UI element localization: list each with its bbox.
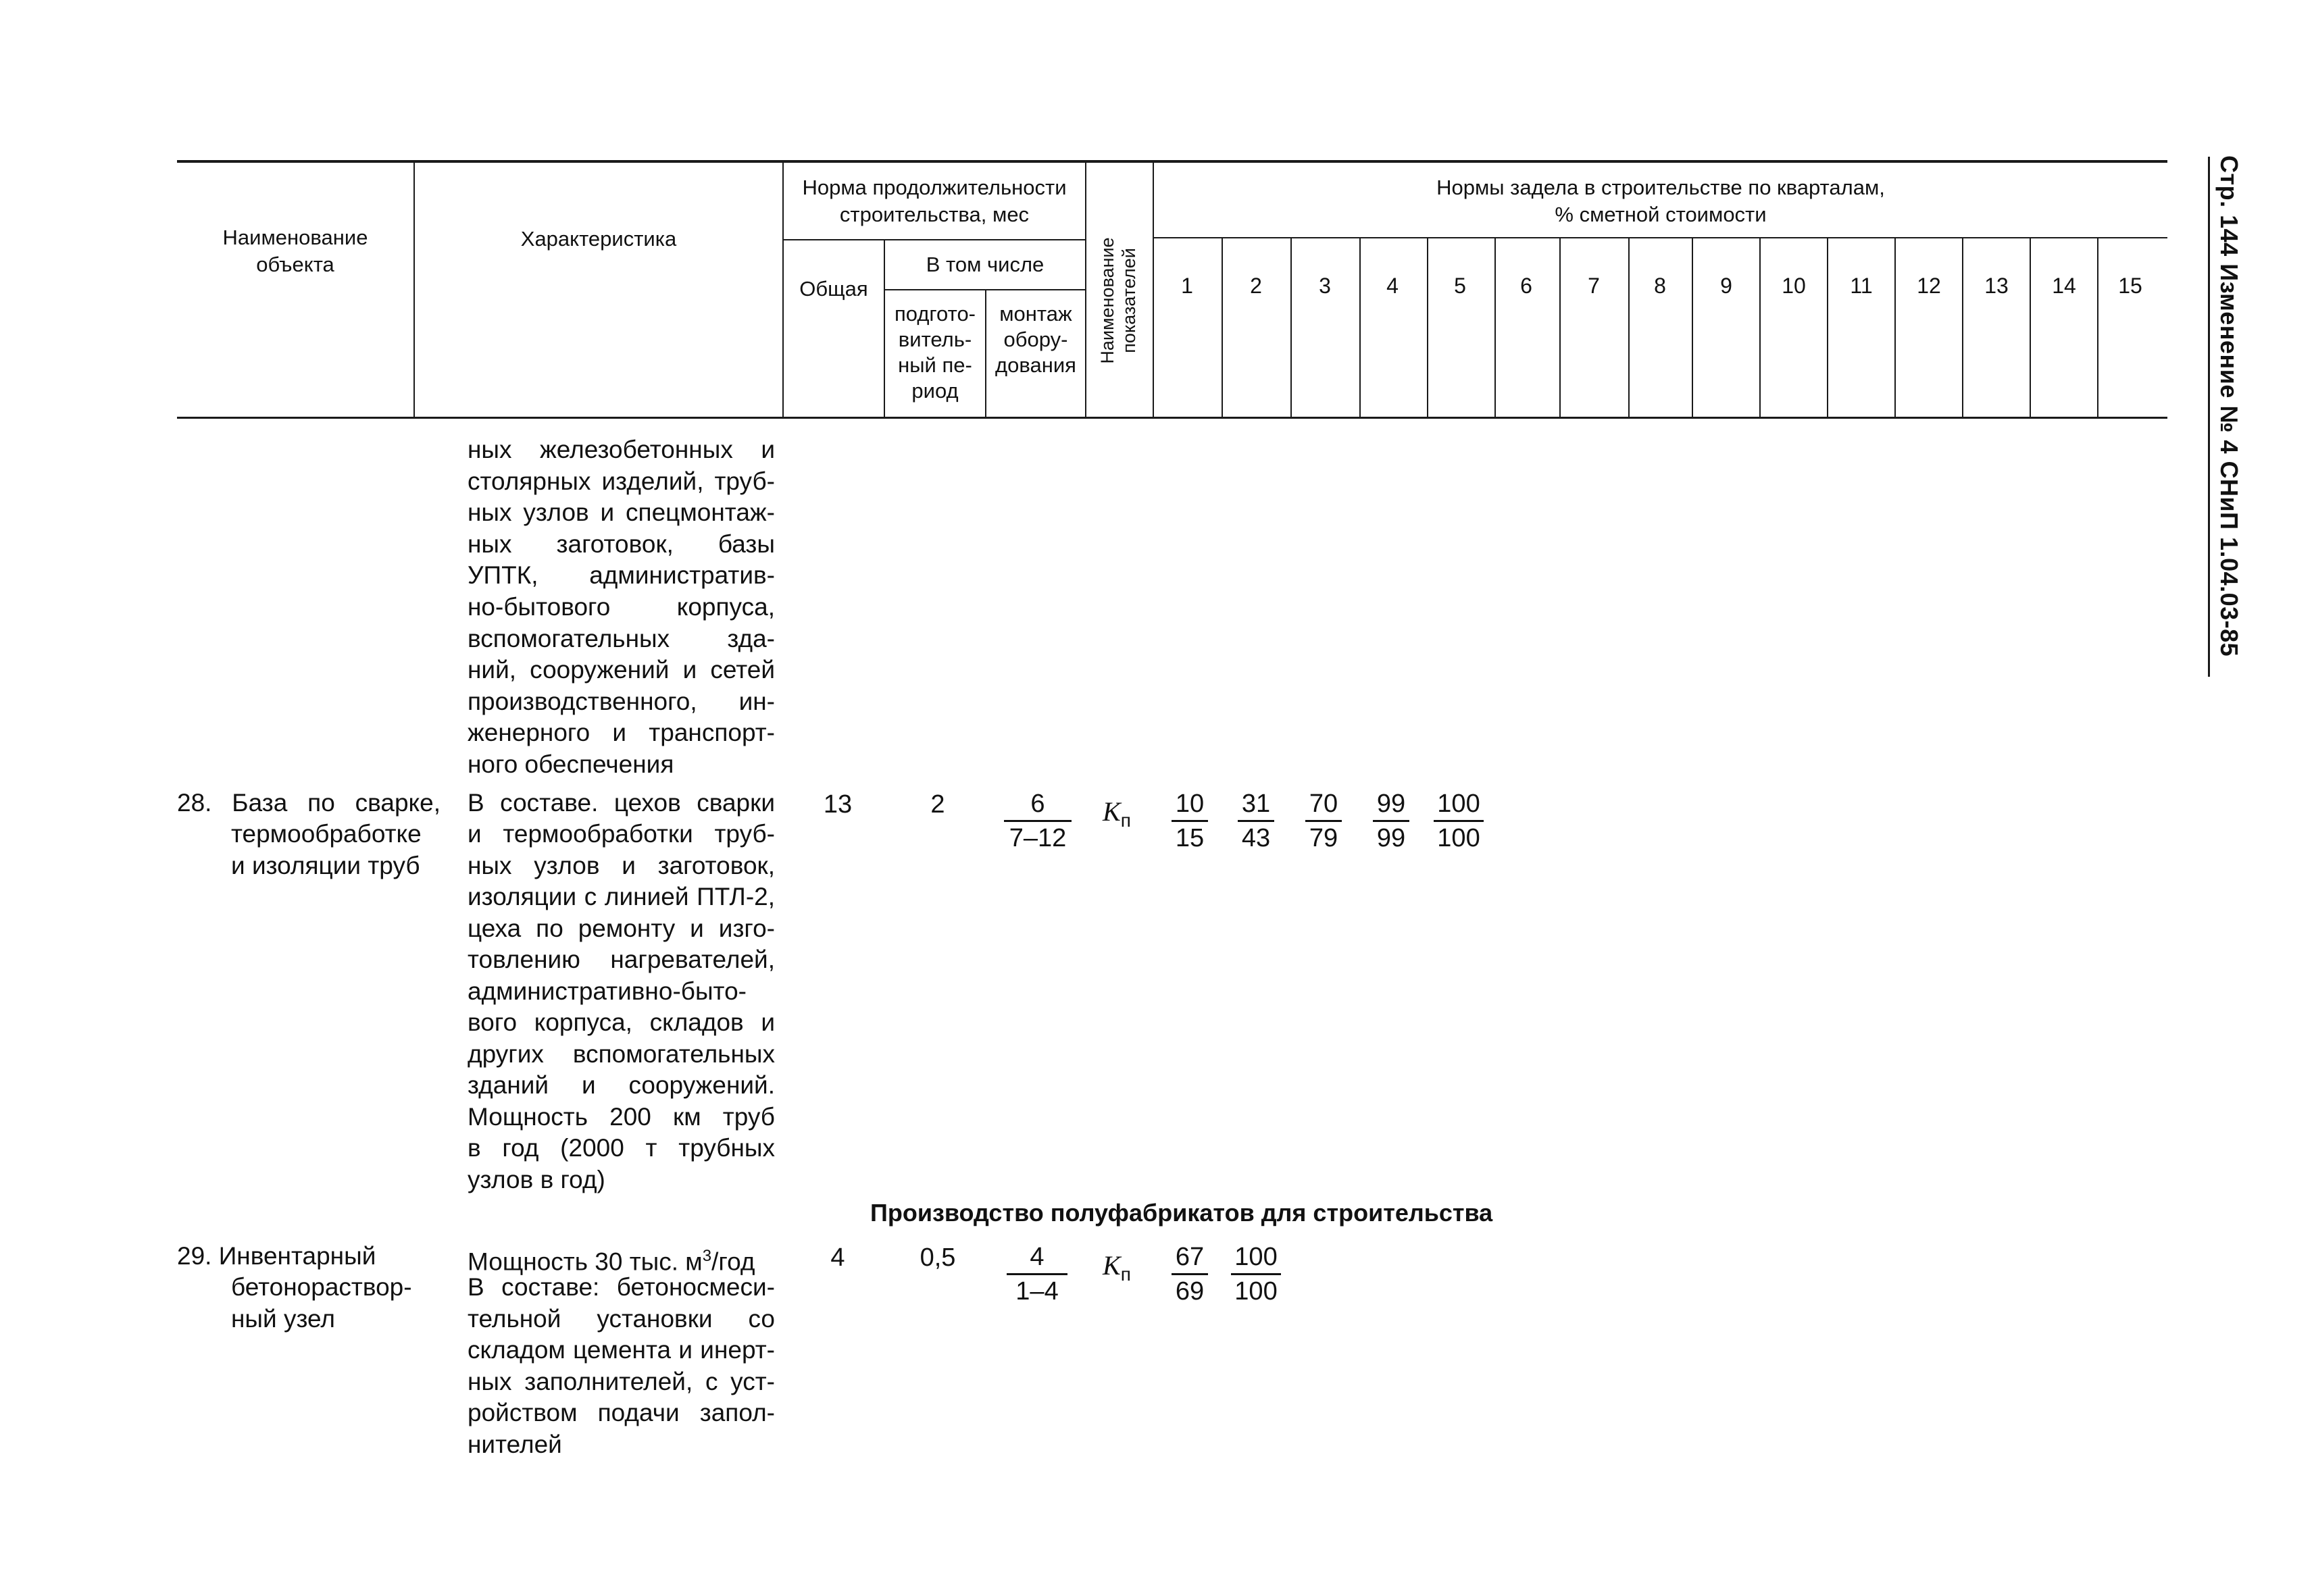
vrule-q4 xyxy=(1427,238,1428,418)
row28-char-line: других вспомогательных xyxy=(468,1040,775,1068)
header-prep-l3: ный пе- xyxy=(898,353,972,377)
row28-q4-num: 99 xyxy=(1373,789,1409,822)
row29-capacity-text: Мощность 30 тыс. м xyxy=(468,1247,703,1276)
row28-indicator-sub: п xyxy=(1120,810,1131,831)
quarter-10: 10 xyxy=(1782,274,1806,298)
row29-char-line: тельной установки со xyxy=(468,1305,775,1333)
vrule-q5 xyxy=(1494,238,1496,418)
quarter-11: 11 xyxy=(1850,274,1873,298)
row28-mont-num: 6 xyxy=(1004,789,1072,822)
row28-prep-period: 2 xyxy=(930,790,945,819)
row29-name-line: бетонораствор- xyxy=(231,1273,412,1301)
quarter-14: 14 xyxy=(2052,274,2076,298)
row28-indicator-k: K xyxy=(1103,796,1121,827)
row29-total-duration: 4 xyxy=(830,1243,845,1272)
row29-capacity-sup: 3 xyxy=(702,1247,712,1265)
header-backlog-norms xyxy=(1154,174,2167,228)
row29-indicator-k: K xyxy=(1103,1250,1121,1281)
header-object-name-l2: объекта xyxy=(256,253,334,276)
row28-equipment-mount xyxy=(1004,789,1072,853)
vrule-q6 xyxy=(1559,238,1561,418)
row29-char-line: нителей xyxy=(468,1431,562,1458)
row28-total-duration: 13 xyxy=(823,790,853,819)
quarter-1: 1 xyxy=(1181,274,1193,298)
header-bottom-rule xyxy=(177,417,2167,419)
cont-line: столярных изделий, труб- xyxy=(468,467,775,495)
row28-char-line: в год (2000 т трубных xyxy=(468,1134,775,1162)
header-mont-l3: дования xyxy=(995,353,1076,377)
row28-char-line: Мощность 200 км труб xyxy=(468,1103,775,1131)
vrule-q10 xyxy=(1827,238,1828,418)
row28-char-line: В составе. цехов сварки xyxy=(468,789,775,817)
row28-backlog-q5 xyxy=(1434,789,1484,853)
quarter-3: 3 xyxy=(1319,274,1331,298)
row29-indicator xyxy=(1103,1250,1131,1285)
quarter-5: 5 xyxy=(1454,274,1466,298)
row28-q1-num: 10 xyxy=(1172,789,1208,822)
row28-backlog-q4 xyxy=(1373,789,1409,853)
cont-line: ний, сооружений и сетей xyxy=(468,656,775,684)
row28-name-line: термообработке xyxy=(231,820,422,848)
row28-q3-den: 79 xyxy=(1309,824,1338,852)
vrule-norm-end xyxy=(1085,161,1086,418)
row28-char-line: узлов в год) xyxy=(468,1166,605,1193)
cont-line: вспомогательных зда- xyxy=(468,625,775,652)
row28-q5-num: 100 xyxy=(1434,789,1484,822)
row28-mont-den: 7–12 xyxy=(1009,824,1067,852)
row29-name-line: ный узел xyxy=(231,1305,335,1333)
quarter-15: 15 xyxy=(2118,274,2142,298)
row29-indicator-sub: п xyxy=(1120,1264,1131,1285)
vrule-q1 xyxy=(1222,238,1223,418)
vrule-name xyxy=(413,161,415,418)
cont-line: ных заготовок, базы xyxy=(468,530,775,558)
header-indicator-l1: Наименование xyxy=(1097,237,1117,364)
cont-line: ного обеспечения xyxy=(468,750,674,778)
header-mont-l2: обору- xyxy=(1003,328,1068,351)
row28-q3-num: 70 xyxy=(1305,789,1342,822)
cont-line: женерного и транспорт- xyxy=(468,719,775,746)
quarter-12: 12 xyxy=(1917,274,1941,298)
header-object-name-l1: Наименование xyxy=(222,226,368,249)
row28-q2-den: 43 xyxy=(1241,824,1271,852)
row29-name-line: 29. Инвентарный xyxy=(177,1242,376,1270)
vrule-q3 xyxy=(1359,238,1361,418)
header-indicator-l2: показателей xyxy=(1119,248,1139,353)
cont-line: производственного, ин- xyxy=(468,688,775,715)
cont-line: УПТК, административ- xyxy=(468,561,775,589)
header-prep-period xyxy=(885,301,985,404)
quarter-7: 7 xyxy=(1588,274,1600,298)
row29-backlog-q2 xyxy=(1231,1242,1281,1306)
quarter-2: 2 xyxy=(1250,274,1262,298)
page-side-label: Стр. 144 Изменение № 4 СНиП 1.04.03-85 xyxy=(2215,155,2243,657)
header-prep-l2: витель- xyxy=(898,328,972,351)
header-characteristic: Характеристика xyxy=(520,227,677,251)
backlog-sub-rule xyxy=(1153,237,2167,238)
row28-char-line: изоляции с линией ПТЛ-2, xyxy=(468,883,775,910)
header-equipment-mount xyxy=(986,301,1085,378)
row29-backlog-q1 xyxy=(1172,1242,1208,1306)
row28-char-line: вого корпуса, складов и xyxy=(468,1008,775,1036)
vrule-q2 xyxy=(1290,238,1292,418)
row28-indicator xyxy=(1103,796,1131,831)
row28-char-line: ных узлов и заготовок, xyxy=(468,852,775,879)
vrule-q14 xyxy=(2097,238,2098,418)
row29-char-line: ных заполнителей, с уст- xyxy=(468,1368,775,1395)
header-duration-norm-l1: Норма продолжительности xyxy=(802,176,1067,199)
cont-line: но-бытового корпуса, xyxy=(468,593,775,621)
quarter-6: 6 xyxy=(1520,274,1532,298)
row29-char-line: складом цемента и инерт- xyxy=(468,1336,775,1364)
row28-char-line: зданий и сооружений. xyxy=(468,1071,775,1099)
row28-char-line: цеха по ремонту и изго- xyxy=(468,915,775,942)
row29-char-line: ройством подачи запол- xyxy=(468,1399,775,1426)
header-prep-l4: риод xyxy=(911,379,959,403)
row29-char-line: В составе: бетоносмеси- xyxy=(468,1273,775,1301)
row28-backlog-q2 xyxy=(1238,789,1274,853)
row29-q2-den: 100 xyxy=(1234,1277,1278,1306)
header-total: Общая xyxy=(799,277,868,301)
row29-q2-num: 100 xyxy=(1231,1242,1281,1275)
row29-prep-period: 0,5 xyxy=(920,1243,956,1272)
row28-char-line: товлению нагревателей, xyxy=(468,946,775,973)
header-object-name xyxy=(177,224,413,278)
row28-q1-den: 15 xyxy=(1175,824,1205,852)
row28-char-line: административно-быто- xyxy=(468,977,747,1005)
cont-line: ных железобетонных и xyxy=(468,436,775,463)
quarter-9: 9 xyxy=(1720,274,1732,298)
row28-char-line: и термообработки труб- xyxy=(468,820,775,848)
vrule-q8 xyxy=(1692,238,1693,418)
quarter-4: 4 xyxy=(1386,274,1399,298)
header-including: В том числе xyxy=(926,253,1045,276)
row28-backlog-q3 xyxy=(1305,789,1342,853)
row29-mont-den: 1–4 xyxy=(1015,1277,1059,1306)
section-title: Производство полуфабрикатов для строительства xyxy=(870,1199,1493,1227)
header-backlog-l1: Нормы задела в строительстве по кварталам, xyxy=(1436,176,1885,199)
row28-name-line: и изоляции труб xyxy=(231,852,420,879)
row28-q5-den: 100 xyxy=(1437,824,1480,852)
header-prep-l1: подгото- xyxy=(894,302,976,326)
header-mont-l1: монтаж xyxy=(999,302,1072,326)
cont-line: ных узлов и спецмонтаж- xyxy=(468,498,775,526)
vrule-q9 xyxy=(1759,238,1761,418)
header-backlog-l2: % сметной стоимости xyxy=(1555,203,1767,226)
vrule-q11 xyxy=(1894,238,1896,418)
row29-q1-num: 67 xyxy=(1172,1242,1208,1275)
row28-name-line: 28. База по сварке, xyxy=(177,789,441,817)
quarter-13: 13 xyxy=(1984,274,2009,298)
row28-backlog-q1 xyxy=(1172,789,1208,853)
header-indicator-name xyxy=(1097,220,1140,382)
row29-equipment-mount xyxy=(1007,1242,1067,1306)
vrule-q13 xyxy=(2030,238,2031,418)
side-label-rule xyxy=(2208,157,2210,677)
row29-capacity-unit: /год xyxy=(711,1247,755,1276)
row29-mont-num: 4 xyxy=(1007,1242,1067,1275)
header-duration-norm xyxy=(784,174,1085,228)
vrule-q12 xyxy=(1962,238,1963,418)
header-duration-norm-l2: строительства, мес xyxy=(839,203,1030,226)
row28-q4-den: 99 xyxy=(1376,824,1406,852)
vrule-q7 xyxy=(1628,238,1630,418)
header-top-rule xyxy=(177,160,2167,163)
quarter-8: 8 xyxy=(1654,274,1666,298)
row28-q2-num: 31 xyxy=(1238,789,1274,822)
row29-q1-den: 69 xyxy=(1175,1277,1205,1306)
norm-sub-rule xyxy=(782,239,1085,240)
incl-sub-rule xyxy=(884,289,1085,290)
